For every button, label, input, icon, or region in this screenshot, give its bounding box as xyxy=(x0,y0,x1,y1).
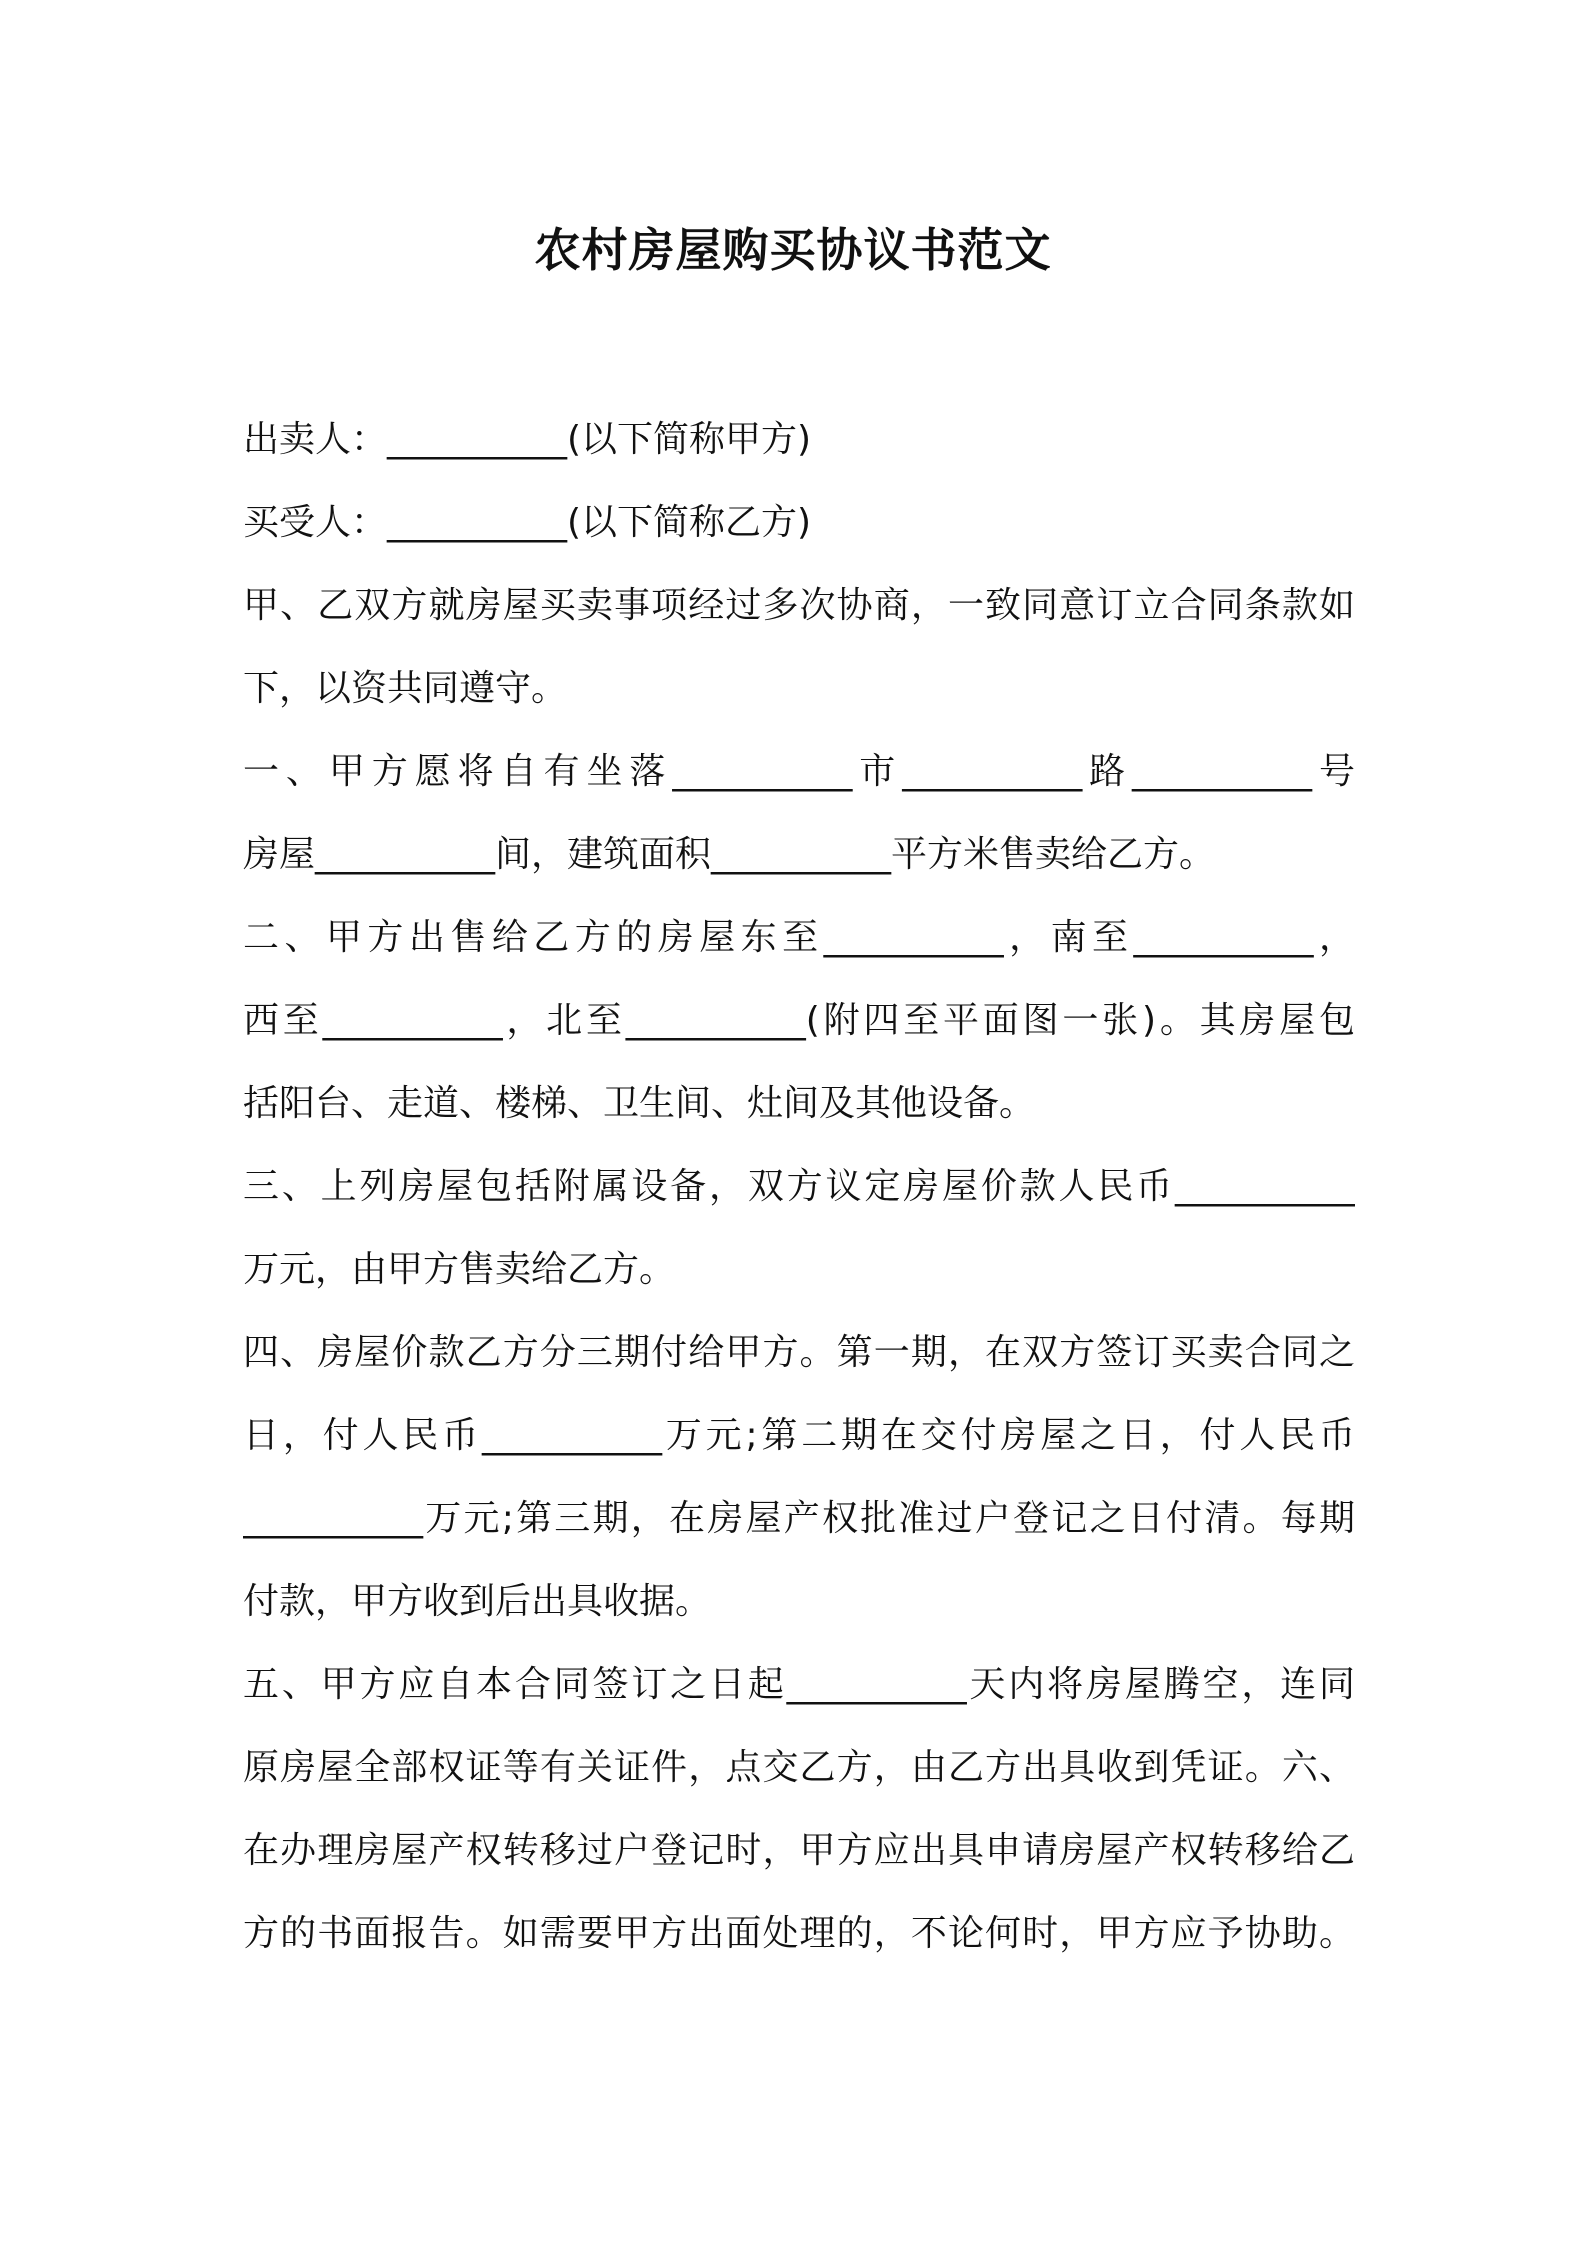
clause-6-line: 在办理房屋产权转移过户登记时，甲方应出具申请房屋产权转移给乙 xyxy=(243,1830,1355,1871)
paragraph-line: 下，以资共同遵守。 xyxy=(243,668,568,709)
document-body xyxy=(243,398,1355,1975)
clause-2-line: 西至__________，北至__________(附四至平面图一张)。其房屋包 xyxy=(243,1000,1355,1041)
clause-2-line: 二、甲方出售给乙方的房屋东至__________，南至__________， xyxy=(243,917,1355,958)
clause-4-line: 付款，甲方收到后出具收据。 xyxy=(243,1581,712,1622)
clause-6-line: 方的书面报告。如需要甲方出面处理的，不论何时，甲方应予协助。 xyxy=(243,1913,1355,1954)
clause-3-line: 万元，由甲方售卖给乙方。 xyxy=(243,1249,676,1290)
clause-1-line: 一、甲方愿将自有坐落__________市__________路__________号 xyxy=(243,751,1355,792)
clause-1-line: 房屋__________间，建筑面积__________平方米售卖给乙方。 xyxy=(243,834,1216,875)
clause-4-line: 四、房屋价款乙方分三期付给甲方。第一期，在双方签订买卖合同之 xyxy=(243,1332,1355,1373)
clause-5-line: 五、甲方应自本合同签订之日起__________天内将房屋腾空，连同 xyxy=(243,1664,1355,1705)
document-title: 农村房屋购买协议书范文 xyxy=(534,223,1052,277)
clause-2-line: 括阳台、走道、楼梯、卫生间、灶间及其他设备。 xyxy=(243,1083,1036,1124)
clause-5-line: 原房屋全部权证等有关证件，点交乙方，由乙方出具收到凭证。六、 xyxy=(243,1747,1355,1788)
clause-3-line: 三、上列房屋包括附属设备，双方议定房屋价款人民币__________ xyxy=(243,1166,1355,1207)
clause-4-line: __________万元;第三期，在房屋产权批准过户登记之日付清。每期 xyxy=(243,1498,1355,1539)
paragraph-line: 甲、乙双方就房屋买卖事项经过多次协商，一致同意订立合同条款如 xyxy=(243,585,1355,626)
buyer-line: 买受人：__________(以下简称乙方) xyxy=(243,502,812,543)
seller-line: 出卖人：__________(以下简称甲方) xyxy=(243,419,812,460)
clause-4-line: 日，付人民币__________万元;第二期在交付房屋之日，付人民币 xyxy=(243,1415,1355,1456)
